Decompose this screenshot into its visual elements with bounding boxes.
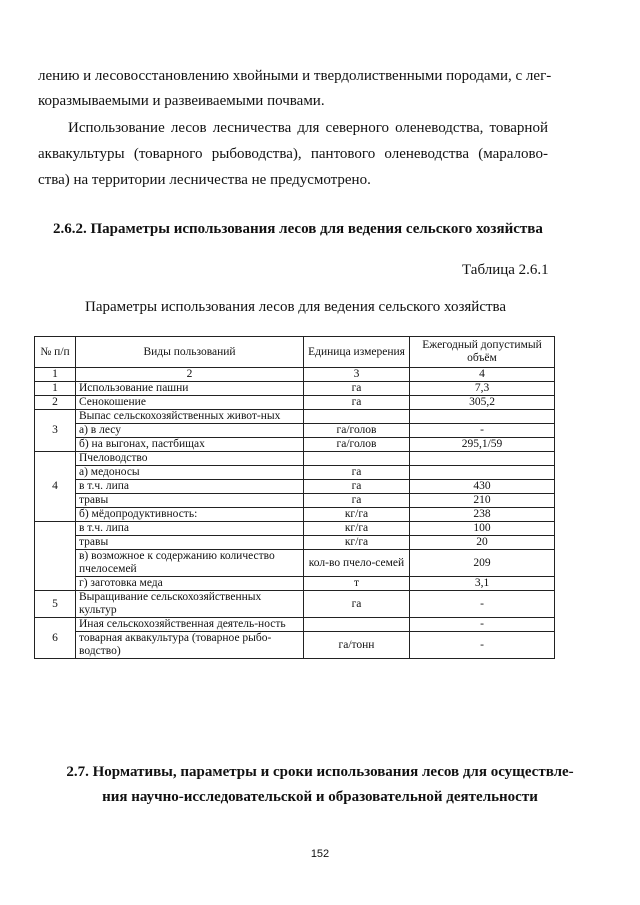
col-number: 1 (35, 368, 76, 382)
row-unit: га/голов (304, 438, 410, 452)
intro-line-1: лению и лесовосстановлению хвойными и твердолиственными породами, с лег- (38, 68, 552, 84)
intro-para2-line-3: ства) на территории лесничества не предусмотрено. (38, 172, 371, 188)
row-volume: 430 (410, 480, 555, 494)
row-kind: а) в лесу (76, 424, 304, 438)
row-kind: Выращивание сельскохозяйственных культур (76, 591, 304, 618)
row-unit: га/голов (304, 424, 410, 438)
row-unit (304, 452, 410, 466)
row-volume: 210 (410, 494, 555, 508)
table-row (35, 382, 555, 396)
row-volume: 20 (410, 536, 555, 550)
row-number: 3 (35, 410, 76, 452)
row-kind: товарная аквакультура (товарное рыбо-водство) (76, 632, 304, 659)
row-unit: га (304, 591, 410, 618)
table-row (35, 632, 555, 659)
col-number: 3 (304, 368, 410, 382)
table-row (35, 480, 555, 494)
row-volume: 238 (410, 508, 555, 522)
section-heading-27-line-2: ния научно-исследовательской и образовательной деятельности (102, 789, 538, 805)
row-volume: - (410, 618, 555, 632)
row-kind: Пчеловодство (76, 452, 304, 466)
row-kind: в т.ч. липа (76, 480, 304, 494)
row-kind: г) заготовка меда (76, 577, 304, 591)
row-unit: га (304, 494, 410, 508)
row-volume: - (410, 632, 555, 659)
row-kind: Сенокошение (76, 396, 304, 410)
parameters-table (34, 336, 555, 659)
row-unit: га/тонн (304, 632, 410, 659)
row-unit: га (304, 480, 410, 494)
row-unit: га (304, 382, 410, 396)
table-row (35, 396, 555, 410)
row-volume: 7,3 (410, 382, 555, 396)
col-number: 2 (76, 368, 304, 382)
col-number: 4 (410, 368, 555, 382)
row-kind: травы (76, 494, 304, 508)
table-row (35, 522, 555, 536)
table-row (35, 466, 555, 480)
row-volume (410, 466, 555, 480)
intro-para2-line-2: аквакультуры (товарного рыбоводства), пантового оленеводства (маралово- (38, 146, 548, 162)
row-volume: 100 (410, 522, 555, 536)
row-unit: кг/га (304, 508, 410, 522)
row-unit: га (304, 466, 410, 480)
table-row (35, 536, 555, 550)
row-unit: т (304, 577, 410, 591)
table-row (35, 410, 555, 424)
table-row (35, 550, 555, 577)
table-title: Параметры использования лесов для ведения сельского хозяйства (85, 299, 507, 315)
row-volume: - (410, 424, 555, 438)
table-row (35, 452, 555, 466)
header-volume: Ежегодный допустимый объём (410, 337, 555, 368)
row-volume: 209 (410, 550, 555, 577)
table-row (35, 438, 555, 452)
table-header-row (35, 337, 555, 368)
row-unit (304, 618, 410, 632)
row-number: 5 (35, 591, 76, 618)
table-label: Таблица 2.6.1 (462, 262, 549, 278)
column-number-row (35, 368, 555, 382)
row-unit: га (304, 396, 410, 410)
table-row (35, 424, 555, 438)
header-unit: Единица измерения (304, 337, 410, 368)
section-heading-262: 2.6.2. Параметры использования лесов для ведения сельского хозяйства (53, 221, 543, 237)
row-volume: 3,1 (410, 577, 555, 591)
row-kind: б) мёдопродуктивность: (76, 508, 304, 522)
table-row (35, 577, 555, 591)
section-heading-27-line-1: 2.7. Нормативы, параметры и сроки использования лесов для осуществле- (66, 764, 574, 780)
intro-line-2: коразмываемыми и развеиваемыми почвами. (38, 93, 325, 109)
row-kind: б) на выгонах, пастбищах (76, 438, 304, 452)
header-kind: Виды пользований (76, 337, 304, 368)
header-num: № п/п (35, 337, 76, 368)
row-unit: кг/га (304, 522, 410, 536)
row-unit (304, 410, 410, 424)
table-row (35, 618, 555, 632)
row-kind: в) возможное к содержанию количество пчелосемей (76, 550, 304, 577)
row-volume: 295,1/59 (410, 438, 555, 452)
row-number: 4 (35, 452, 76, 522)
intro-para2-line-1: Использование лесов лесничества для северного оленеводства, товарной (68, 120, 548, 136)
table-row (35, 494, 555, 508)
row-volume (410, 410, 555, 424)
row-number (35, 522, 76, 591)
row-kind: Выпас сельскохозяйственных живот-ных (76, 410, 304, 424)
row-kind: Использование пашни (76, 382, 304, 396)
table-row (35, 591, 555, 618)
row-kind: в т.ч. липа (76, 522, 304, 536)
row-kind: а) медоносы (76, 466, 304, 480)
row-number: 1 (35, 382, 76, 396)
row-number: 6 (35, 618, 76, 659)
row-kind: Иная сельскохозяйственная деятель-ность (76, 618, 304, 632)
table-row (35, 508, 555, 522)
row-volume (410, 452, 555, 466)
row-unit: кг/га (304, 536, 410, 550)
row-volume: - (410, 591, 555, 618)
row-volume: 305,2 (410, 396, 555, 410)
row-unit: кол-во пчело-семей (304, 550, 410, 577)
page-number: 152 (310, 848, 330, 860)
row-number: 2 (35, 396, 76, 410)
row-kind: травы (76, 536, 304, 550)
